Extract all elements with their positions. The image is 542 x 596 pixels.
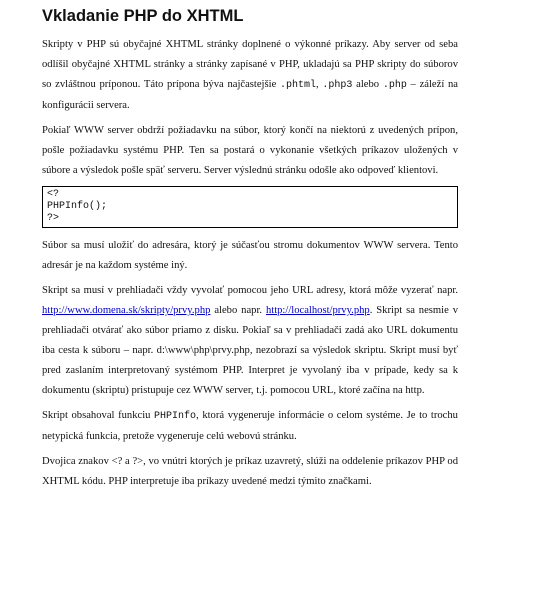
phpinfo-rest: , ktorá vygeneruje informácie o celom systéme. Je to trochu netypická funkcia, pretože vygeneruje celú webovú stránku. xyxy=(42,410,458,442)
function-name: PHPInfo xyxy=(154,411,197,422)
intro-text: Skripty v PHP sú obyčajné XHTML stránky doplnené o výkonné príkazy. Aby server od seba odlíšil obyčajné XHTML stránky a stránky zapísané v PHP, ukladajú sa PHP skripty do súborov so zvláštnou príponou. Táto prípona býva najčastejšie xyxy=(42,39,458,90)
url-text: Skript sa musí v prehliadači vždy vyvolať pomocou jeho URL adresy, ktorá môže vyzerať napr. xyxy=(42,285,458,296)
code-line: ?> xyxy=(47,213,60,224)
paragraph-url xyxy=(42,281,458,401)
code-line: PHPInfo(); xyxy=(47,201,108,212)
extension-phtml: .phtml xyxy=(280,80,317,91)
paragraph-tags: Dvojica znakov <? a ?>, vo vnútri ktorých je príkaz uzavretý, slúži na oddelenie príkazov PHP od XHTML kódu. PHP interpretuje iba príkazy uvedené medzi týmito značkami. xyxy=(42,456,458,487)
link-domena[interactable]: http://www.domena.sk/skripty/prvy.php xyxy=(42,305,211,316)
link-localhost[interactable]: http://localhost/prvy.php xyxy=(265,305,370,316)
code-block xyxy=(42,186,458,228)
paragraph-intro xyxy=(42,35,458,116)
extension-php: .php xyxy=(382,80,407,91)
paragraph-request: Pokiaľ WWW server obdrží požiadavku na súbor, ktorý končí na niektorú z uvedených prípon, pošle požiadavku systému PHP. Ten sa postará o vykonanie všetkých príkazov uložených v súbore a výsledok pošle späť serveru. Server výslednú stránku odošle ako odpoveď klientovi. xyxy=(42,125,458,176)
url-rest: . Skript sa nesmie v prehliadači otvárať ako súbor priamo z disku. Pokiaľ sa v prehliadači zadá ako URL dokumentu iba cesta k súboru – napr. d:\www\php\prvy.php, nezobrazí sa výsledok skriptu. Skript musí byť pred zaslaním interpretovaný systémom PHP. Interpret je vyvolaný iba v prípade, kedy sa k dokumentu (skriptu) pristupuje cez WWW server, t.j. pomocou URL, ktoré začína na http. xyxy=(42,305,458,396)
url-or: alebo napr. xyxy=(210,305,266,316)
code-line: <? xyxy=(47,189,60,200)
intro-sep: , xyxy=(316,79,323,90)
document-page xyxy=(42,6,458,497)
phpinfo-text: Skript obsahoval funkciu xyxy=(42,410,155,421)
intro-or: alebo xyxy=(352,79,383,90)
extension-php3: .php3 xyxy=(322,80,353,91)
intro-end: – záleží na konfigurácii servera. xyxy=(42,79,458,111)
paragraph-phpinfo xyxy=(42,406,458,447)
paragraph-directory: Súbor sa musí uložiť do adresára, ktorý je súčasťou stromu dokumentov WWW servera. Tento adresár je na každom systéme iný. xyxy=(42,240,458,271)
page-title: Vkladanie PHP do XHTML xyxy=(42,7,244,25)
